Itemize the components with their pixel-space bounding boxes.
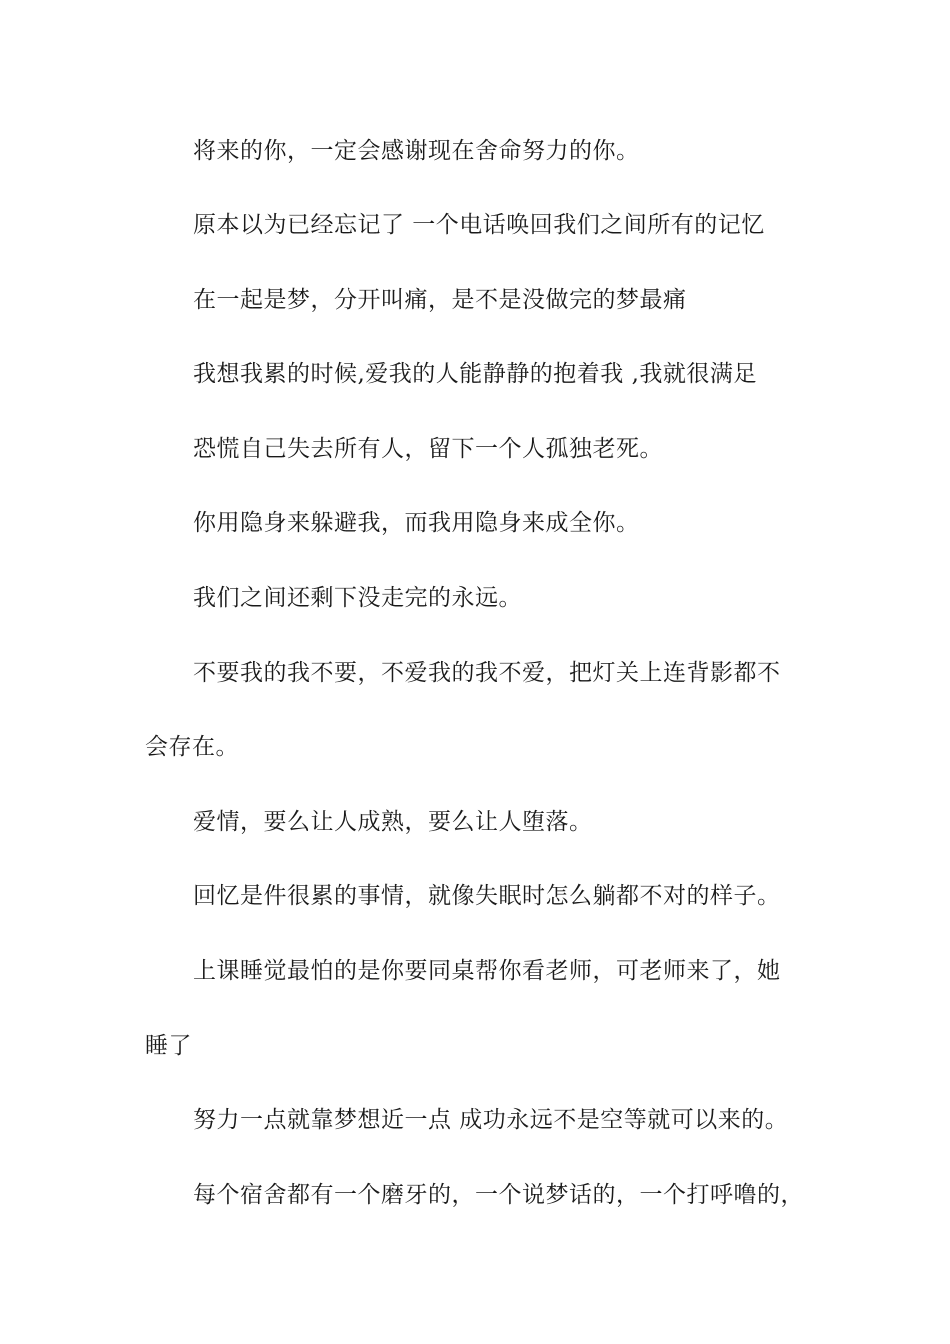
text-line-10: 爱情，要么让人成熟，要么让人堕落。 [193,809,593,835]
text-line-13: 睡了 [145,1033,192,1059]
text-line-15: 每个宿舍都有一个磨牙的，一个说梦话的，一个打呼噜的， [193,1182,804,1208]
text-line-7: 我们之间还剩下没走完的永远。 [193,585,522,611]
text-line-1: 将来的你，一定会感谢现在舍命努力的你。 [193,138,640,164]
text-line-4: 我想我累的时候,爱我的人能静静的抱着我 ,我就很满足 [193,361,757,387]
text-line-3: 在一起是梦，分开叫痛，是不是没做完的梦最痛 [193,287,687,313]
text-line-2: 原本以为已经忘记了 一个电话唤回我们之间所有的记忆 [193,212,765,238]
text-line-9: 会存在。 [145,734,239,760]
text-line-6: 你用隐身来躲避我，而我用隐身来成全你。 [193,510,640,536]
text-line-14: 努力一点就靠梦想近一点 成功永远不是空等就可以来的。 [193,1107,789,1133]
text-line-11: 回忆是件很累的事情，就像失眠时怎么躺都不对的样子。 [193,883,781,909]
text-line-5: 恐慌自己失去所有人，留下一个人孤独老死。 [193,436,663,462]
text-line-12: 上课睡觉最怕的是你要同桌帮你看老师，可老师来了，她 [193,958,781,984]
text-line-8: 不要我的我不要，不爱我的我不爱，把灯关上连背影都不 [193,660,781,686]
